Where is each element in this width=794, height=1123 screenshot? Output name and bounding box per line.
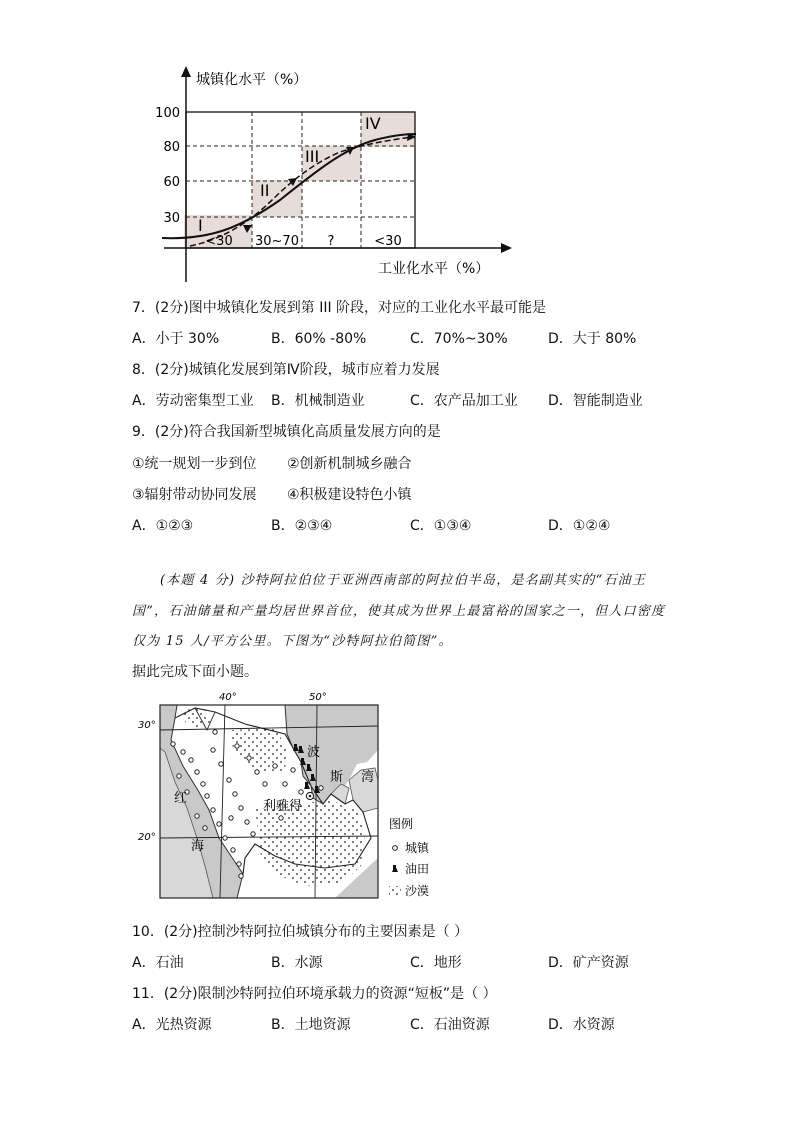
q9-option-c[interactable]: C．①③④ [410, 518, 472, 534]
segment-label-2: 30~70 [255, 234, 299, 249]
question-9: 9．(2分)符合我国新型城镇化高质量发展方向的是 [132, 424, 441, 440]
q7-option-d[interactable]: D．大于 80% [548, 331, 637, 347]
legend-desert-label: 沙漠 [405, 884, 430, 898]
q7-option-c[interactable]: C．70%~30% [410, 331, 508, 347]
q10-option-b[interactable]: B．水源 [271, 955, 323, 971]
label-gulf-3: 湾 [361, 770, 375, 785]
lon-label-50: 50° [309, 692, 327, 703]
q9-statement-1: ①统一规划一步到位 [132, 456, 257, 472]
urbanization-chart [150, 60, 520, 285]
label-red-sea-1: 红 [174, 791, 188, 806]
label-red-sea-2: 海 [191, 839, 205, 854]
q11-option-b[interactable]: B．土地资源 [271, 1017, 351, 1033]
q8-option-a[interactable]: A．劳动密集型工业 [132, 393, 254, 409]
q7-option-b[interactable]: B．60% -80% [271, 331, 367, 347]
y-tick-100: 100 [155, 106, 180, 121]
stage-label-iv: IV [365, 114, 381, 133]
q9-statement-3: ③辐射带动协同发展 [132, 487, 257, 503]
y-tick-80: 80 [163, 140, 180, 155]
legend-oilfield-icon [392, 865, 398, 872]
q8-option-d[interactable]: D．智能制造业 [548, 393, 643, 409]
segment-label-1: <30 [205, 234, 233, 249]
label-riyadh: 利雅得 [263, 799, 303, 814]
intro-line-4: 据此完成下面小题。 [132, 664, 258, 680]
q10-option-d[interactable]: D．矿产资源 [548, 955, 629, 971]
legend-town-label: 城镇 [405, 841, 430, 855]
intro-line-1: (本题 4 分) 沙特阿拉伯位于亚洲西南部的阿拉伯半岛，是名副其实的“石油王 [160, 573, 647, 588]
stage-label-i: I [198, 216, 203, 235]
question-8: 8．(2分)城镇化发展到第Ⅳ阶段，城市应着力发展 [132, 362, 440, 378]
q9-statement-2: ②创新机制城乡融合 [287, 456, 412, 472]
question-7: 7．(2分)图中城镇化发展到第 III 阶段，对应的工业化水平最可能是 [132, 300, 547, 316]
stage-label-ii: II [260, 181, 270, 200]
q10-option-a[interactable]: A．石油 [132, 955, 184, 971]
q11-option-a[interactable]: A．光热资源 [132, 1017, 212, 1033]
q11-option-d[interactable]: D．水资源 [548, 1017, 615, 1033]
question-10: 10．(2分)控制沙特阿拉伯城镇分布的主要因素是（ ） [132, 924, 469, 940]
q9-option-a[interactable]: A．①②③ [132, 518, 194, 534]
q9-statement-4: ④积极建设特色小镇 [287, 487, 412, 503]
q8-option-b[interactable]: B．机械制造业 [271, 393, 365, 409]
legend-title: 图例 [389, 817, 414, 831]
y-tick-60: 60 [163, 175, 180, 190]
legend-town-icon [393, 846, 398, 851]
intro-line-3: 仅为 15 人/平方公里。下图为“沙特阿拉伯简图”。 [132, 634, 453, 649]
question-11: 11．(2分)限制沙特阿拉伯环境承载力的资源“短板”是（ ） [132, 986, 497, 1002]
label-gulf-1: 波 [307, 745, 321, 760]
q11-option-c[interactable]: C．石油资源 [410, 1017, 490, 1033]
x-axis-label: 工业化水平（%） [378, 261, 490, 277]
q10-option-c[interactable]: C．地形 [410, 955, 462, 971]
lon-label-40: 40° [219, 692, 237, 703]
q9-option-d[interactable]: D．①②④ [548, 518, 611, 534]
q8-option-c[interactable]: C．农产品加工业 [410, 393, 518, 409]
q7-option-a[interactable]: A．小于 30% [132, 331, 220, 347]
segment-label-4: <30 [374, 234, 402, 249]
q9-option-b[interactable]: B．②③④ [271, 518, 333, 534]
label-gulf-2: 斯 [330, 770, 344, 785]
lat-label-20: 20° [138, 832, 156, 843]
stage-label-iii: III [305, 147, 320, 166]
segment-label-3: ? [327, 234, 335, 249]
y-axis-label: 城镇化水平（%） [196, 72, 308, 88]
legend-oilfield-label: 油田 [405, 862, 430, 876]
y-tick-30: 30 [163, 211, 180, 226]
intro-line-2: 国”，石油储量和产量均居世界首位，使其成为世界上最富裕的国家之一，但人口密度 [132, 604, 666, 619]
legend-desert-icon [389, 886, 401, 895]
saudi-arabia-map [135, 688, 445, 904]
lat-label-30: 30° [138, 720, 156, 731]
